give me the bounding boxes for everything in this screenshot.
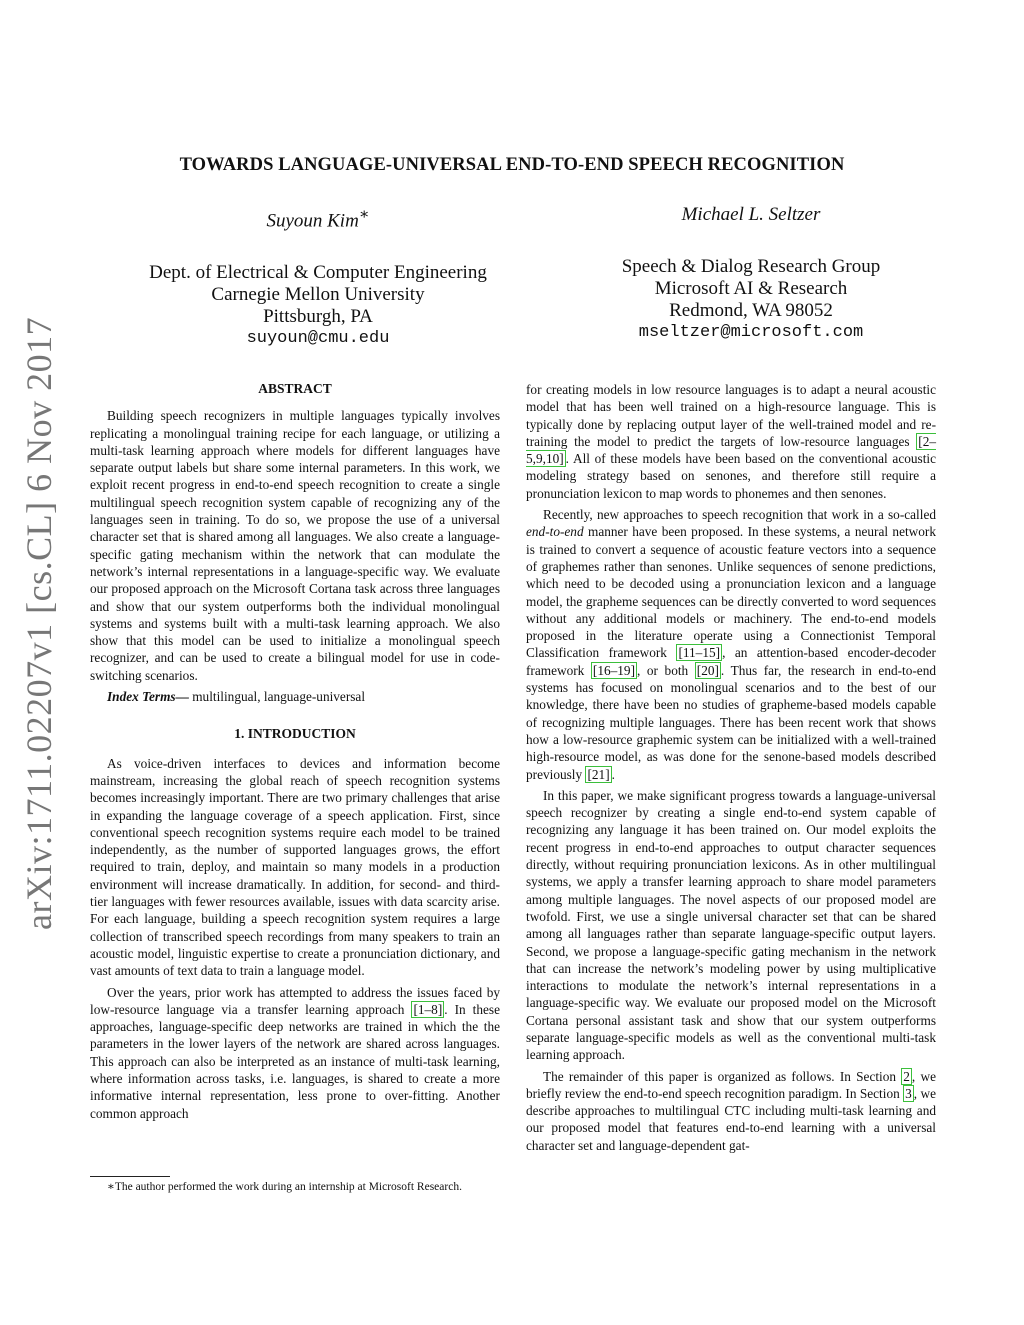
paper-title: TOWARDS LANGUAGE-UNIVERSAL END-TO-END SPEECH RECOGNITION	[179, 155, 845, 175]
author-affiliation: Speech & Dialog Research Group	[621, 256, 881, 277]
intro-paragraph-1: As voice-driven interfaces to devices and information become mainstream, increasing the global reach of speech recognition systems becomes increasingly important. There are two primary challenges that arise in expanding the language coverage of a speech application. First, since conventional speech recognition systems require each model to be trained independently, as the number of supported languages grows, the effort required to train, deploy, and maintain so many models in a production environment will increase dramatically. In addition, for second- and third-tier languages with fewer resources available, issues with data scarcity arise. For each language, building a speech recognition system requires a large collection of transcribed speech recordings from many speakers to train an acoustic model, linguistic expertise to create a pronunciation dictionary, and vast amounts of text data to train a language model.	[90, 755, 500, 979]
abstract-heading: ABSTRACT	[258, 381, 332, 396]
author-block-1	[108, 204, 528, 350]
author-email[interactable]: mseltzer@microsoft.com	[638, 323, 864, 342]
citation-link[interactable]: [20]	[696, 662, 719, 678]
author-affiliation: Dept. of Electrical & Computer Engineering	[149, 262, 487, 284]
citation-link[interactable]: [21]	[587, 766, 610, 782]
citation-link[interactable]: [2–5,9,10]	[526, 433, 936, 467]
intro-paragraph-5: The remainder of this paper is organized as follows. In Section 2 , we briefly review the end-to-end speech recognition paradigm. In Section 3 , we describe approaches to multilingual CTC including multi-task learning and our proposed model that features end-to-end learning with a universal character set and language-dependent gat-	[526, 1068, 936, 1153]
author-name: Michael L. Seltzer	[681, 204, 821, 225]
abstract-text: Building speech recognizers in multiple languages typically involves replicating a monolingual training recipe for each language, or utilizing a multi-task learning approach where models for different languages have separate output labels but share some internal parameters. In this work, we exploit recent progress in end-to-end speech recognition to create a single multilingual speech recognition system capable of recognizing any of the languages seen in training. To do so, we propose the use of a universal character set that is shared among all languages. We also create a language-specific gating mechanism within the network that can modulate the network’s internal representations in a language-specific way. We evaluate our proposed approach on the Microsoft Cortana task across three languages and show that our system outperforms both the individual monolingual systems and systems built with a multi-task learning approach. We also show that this model can be used to initialize a monolingual speech recognizer, and can be used to create a bilingual model for use in code-switching scenarios.	[90, 408, 500, 683]
author-affiliation: Microsoft AI & Research	[654, 278, 848, 299]
author-affiliation: Pittsburgh, PA	[263, 306, 373, 328]
citation-link[interactable]: [16–19]	[592, 662, 636, 678]
intro-paragraph-3: Recently, new approaches to speech recognition that work in a so-called end-to-end manner have been proposed. In these systems, a neural network is trained to convert a sequence of acoustic feature vectors into a sequence of graphemes rather than senones. Unlike sequences of senone predictions, which need to be decoded using a pronunciation lexicon and a language model, the grapheme sequences can be directly converted to word sequences without any additional models or machinery. The end-to-end models proposed in the literature operate using a Connectionist Temporal Classification framework [11–15] , an attention-based encoder-decoder framework [16–19] , or both [20] . Thus far, the research in end-to-end systems has focused on monolingual scenarios and to the best of our knowledge, there have been no studies of grapheme-based models capable of recognizing multiple languages. There has been recent work that shows how a low-resource graphemic system can be initialized with a well-trained high-resource model, as was done for the senone-based models described previously [21] .	[526, 507, 937, 782]
citation-link[interactable]: [11–15]	[678, 645, 721, 661]
citation-link[interactable]: [1–8]	[413, 1001, 443, 1017]
section-link[interactable]: 3	[905, 1085, 912, 1101]
left-column	[90, 380, 500, 1126]
intro-paragraph-2: Over the years, prior work has attempted to address the issues faced by low-resource language via a transfer learning approach [1–8] . In these approaches, language-specific deep networks are trained in which the the parameters in the lower layers of the network are shared across languages. This approach can also be interpreted as an instance of multi-task learning, where information across tasks, i.e. languages, is shared to create a more informative internal representation, less prone to over-fitting. Another common approach	[90, 984, 500, 1121]
intro-paragraph-2-cont: for creating models in low resource languages is to adapt a neural acoustic model that has been well trained on a high-resource language. This is typically done by replacing output layer of the well-trained model and re-training the model to predict the targets of low-resource languages [2–5,9,10] . All of these models have been based on the conventional acoustic modeling strategy based on senones, and therefore still require a pronunciation lexicon to map words to phonemes and then senones.	[526, 382, 936, 501]
arxiv-stamp: arXiv:1711.02207v1 [cs.CL] 6 Nov 2017	[19, 316, 59, 930]
intro-heading: 1. INTRODUCTION	[234, 726, 356, 742]
author-affiliation: Redmond, WA 98052	[669, 300, 833, 321]
intro-paragraph-4: In this paper, we make significant progress towards a language-universal speech recognizer by creating a single end-to-end system capable of recognizing any language it has been trained on. Our model exploits the recent progress in end-to-end approaches to output character sequences directly, without requiring pronunciation lexicons. As in other multilingual systems, we apply a transfer learning approach to share model parameters among multiple languages. The novel aspects of our proposed model are twofold. First, we use a single universal character set that can be shared among all languages rather than separate language-specific output layers. Second, we propose a language-specific gating mechanism in the network that can increase the network’s modeling power by using multiplicative interactions to modulate the network’s internal representations in a language-specific way. We evaluate our proposed model on the Microsoft Cortana personal assistant task and show that our system outperforms separate language-specific models as well as the conventional multi-task learning approach.	[526, 787, 936, 1063]
footnote-rule	[90, 1176, 170, 1177]
footnote: ∗The author performed the work during an internship at Microsoft Research.	[107, 1181, 462, 1193]
author-name: Suyoun Kim∗	[266, 206, 370, 232]
index-terms: Index Terms— multilingual, language-universal	[107, 689, 366, 705]
author-affiliation: Carnegie Mellon University	[211, 284, 425, 306]
author-block-2	[541, 204, 961, 344]
author-email[interactable]: suyoun@cmu.edu	[246, 329, 390, 349]
section-link[interactable]: 2	[903, 1068, 910, 1084]
right-column	[526, 381, 936, 1158]
